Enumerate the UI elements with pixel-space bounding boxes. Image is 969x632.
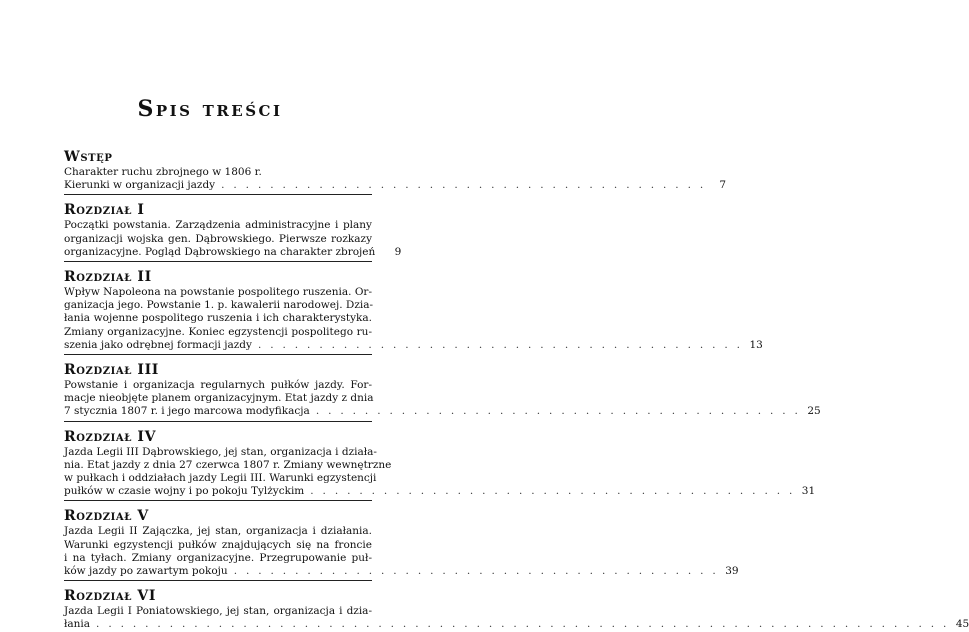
section-divider [64,580,372,581]
toc-chapter-1 [64,201,402,262]
chapter-entry-line [64,565,739,578]
toc-chapter-4 [64,428,816,502]
dot-leader: . . . . . . . . . . . . . . . . . . . . . . . . . . . . . . . . . . . . . . . . [233,565,719,578]
chapter-heading: Rozdział V [64,508,149,525]
chapter-description-line: i na tyłach. Zmiany organizacyjne. Przegrupowanie puł- [64,551,372,564]
section-divider [64,261,372,262]
chapter-description-line: Powstanie i organizacja regularnych pułków jazdy. For- [64,379,372,392]
chapter-description-line: ganizacja jego. Powstanie 1. p. kawalerii narodowej. Dzia- [64,299,374,312]
chapter-description-line: 7 stycznia 1807 r. i jego marcowa modyfikacja [64,405,310,418]
dot-leader: . . . . . . . . . . . . . . . . . . . . . . . . . . . . . . . . . . . . . . . . [310,485,796,498]
chapter-description-line: nia. Etat jazdy z dnia 27 czerwca 1807 r. Zmiany wewnętrzne [64,458,392,471]
section-divider [64,354,372,355]
chapter-entry-line [64,245,402,259]
toc-chapter-2 [64,268,763,355]
toc-chapter-3 [64,361,821,422]
page-number: 9 [394,245,402,258]
chapter-entry-line [64,618,969,631]
toc-chapter-5 [64,507,739,581]
page-number: 7 [719,179,726,192]
dot-leader: . . . . . . . . . . . . . . . . . . . . . . . . . . . . . . . . . . . . . . . . . . . . . . . . . . . . . . . . . . . . . . . . . . . . . . [96,618,950,631]
chapter-heading: Rozdział VI [64,588,157,605]
chapter-entry-line [64,485,816,498]
toc-chapter-6 [64,587,969,631]
dot-leader: . . . . . . . . . . . . . . . . . . . . . . . . . . . . . . . . . . . . . . . . [315,405,801,418]
chapter-heading: Rozdział IV [64,428,157,445]
page-number: 45 [955,618,969,631]
chapter-description-line: macje nieobjęte planem organizacyjnym. Etat jazdy z dnia [64,392,374,405]
chapter-description-line: organizacyjne. Pogląd Dąbrowskiego na charakter zbrojeń [64,245,376,258]
chapter-description-line: Charakter ruchu zbrojnego w 1806 r. [64,166,262,178]
chapter-heading: Rozdział III [64,362,159,379]
dot-leader: . . . . . . . . . . . . . . . . . . . . . . . . . . . . . . . . . . . . . . . . [221,179,706,192]
chapter-heading: Wstęp [64,149,113,165]
chapter-description-line: Wpływ Napoleona na powstanie pospolitego ruszenia. Or- [64,286,373,299]
section-divider [64,421,372,422]
chapter-entry-line [64,405,821,418]
page-number: 39 [725,565,739,578]
page-number: 31 [801,485,816,498]
chapter-description-line: Warunki egzystencji pułków znajdujących się na froncie [64,538,372,551]
chapter-description-line: łania wojenne pospolitego ruszenia i ich charakterystyka. [64,312,372,325]
dot-leader: . . . . . . . . . . . . . . . . . . . . . . . . . . . . . . . . . . . . . . . . [257,338,743,351]
page-number: 25 [807,405,821,418]
table-of-contents [64,148,969,632]
chapter-heading: Rozdział I [64,202,145,219]
chapter-description-line: Początki powstania. Zarządzenia administracyjne i plany [64,219,372,232]
chapter-description-line: łania [64,618,91,631]
chapter-entry-line [64,338,763,352]
page-title: Spis treści [137,96,283,122]
chapter-description-line: w pułkach i oddziałach jazdy Legii III. Warunki egzystencji [64,472,377,485]
chapter-description-line: pułków w czasie wojny i po pokoju Tylżyckim [64,485,305,498]
chapter-description-line: Jazda Legii III Dąbrowskiego, jej stan, organizacja i działa- [64,445,377,458]
chapter-description-line: organizacji wojska gen. Dąbrowskiego. Pierwsze rozkazy [64,232,372,245]
chapter-description-line: ków jazdy po zawartym pokoju [64,565,228,578]
chapter-description-line: Jazda Legii I Poniatowskiego, jej stan, organizacja i dzia- [64,605,372,618]
chapter-description-line: Kierunki w organizacji jazdy [64,179,216,192]
chapter-description-line: Zmiany organizacyjne. Koniec egzystencji pospolitego ru- [64,325,372,338]
section-divider [64,194,372,195]
toc-chapter-intro [64,148,726,195]
chapter-description-line: Jazda Legii II Zajączka, jej stan, organizacja i działania. [64,525,372,538]
chapter-entry-line [64,179,726,192]
chapter-description-line: szenia jako odrębnej formacji jazdy [64,338,252,351]
chapter-heading: Rozdział II [64,269,152,286]
page-number: 13 [749,338,763,351]
section-divider [64,500,372,501]
